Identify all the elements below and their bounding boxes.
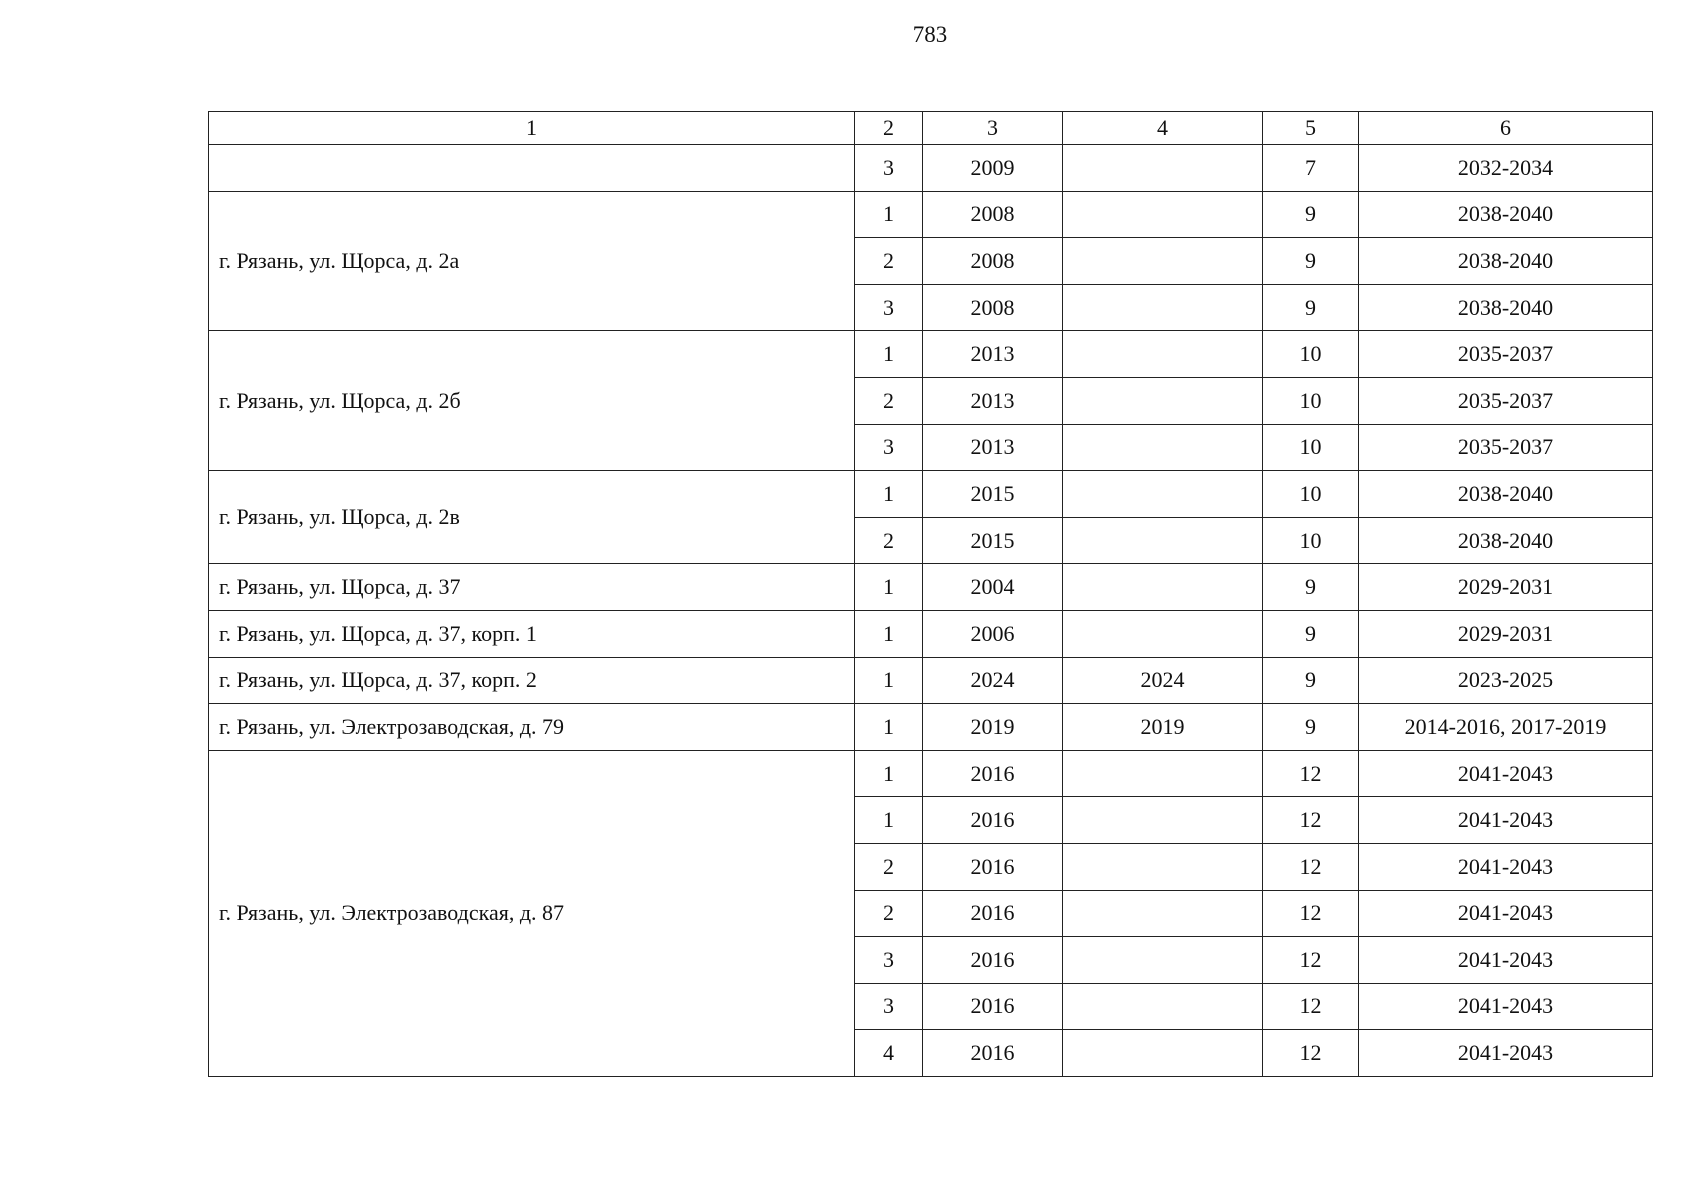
cell-c3: 2016 <box>923 890 1063 937</box>
cell-c3: 2013 <box>923 424 1063 471</box>
cell-c5: 10 <box>1263 377 1359 424</box>
address-cell: г. Рязань, ул. Щорса, д. 37 <box>209 564 855 611</box>
cell-c6: 2038-2040 <box>1359 471 1653 518</box>
cell-c2: 1 <box>855 610 923 657</box>
cell-c4 <box>1063 517 1263 564</box>
cell-c3: 2016 <box>923 797 1063 844</box>
cell-c2: 4 <box>855 1030 923 1077</box>
cell-c5: 12 <box>1263 843 1359 890</box>
cell-c5: 10 <box>1263 517 1359 564</box>
cell-c6: 2014-2016, 2017-2019 <box>1359 704 1653 751</box>
cell-c2: 2 <box>855 238 923 285</box>
table-body <box>209 112 1653 1077</box>
cell-c4 <box>1063 797 1263 844</box>
cell-c3: 2008 <box>923 238 1063 285</box>
address-cell: г. Рязань, ул. Электрозаводская, д. 87 <box>209 750 855 1076</box>
cell-c4 <box>1063 424 1263 471</box>
cell-c6: 2023-2025 <box>1359 657 1653 704</box>
cell-c2: 1 <box>855 331 923 378</box>
table-row <box>209 750 1653 797</box>
address-cell <box>209 145 855 192</box>
cell-c6: 2035-2037 <box>1359 331 1653 378</box>
cell-c2: 3 <box>855 424 923 471</box>
cell-c4 <box>1063 145 1263 192</box>
cell-c3: 2013 <box>923 377 1063 424</box>
cell-c3: 2016 <box>923 750 1063 797</box>
cell-c5: 12 <box>1263 1030 1359 1077</box>
cell-c5: 9 <box>1263 657 1359 704</box>
cell-c4 <box>1063 471 1263 518</box>
cell-c3: 2009 <box>923 145 1063 192</box>
cell-c6: 2038-2040 <box>1359 191 1653 238</box>
table-header-row <box>209 112 1653 145</box>
header-cell-3: 3 <box>923 112 1063 145</box>
cell-c4 <box>1063 564 1263 611</box>
cell-c4 <box>1063 890 1263 937</box>
cell-c5: 12 <box>1263 750 1359 797</box>
cell-c5: 9 <box>1263 284 1359 331</box>
cell-c6: 2041-2043 <box>1359 1030 1653 1077</box>
cell-c5: 9 <box>1263 564 1359 611</box>
cell-c5: 10 <box>1263 424 1359 471</box>
data-table <box>208 111 1653 1077</box>
cell-c3: 2013 <box>923 331 1063 378</box>
page-number: 783 <box>912 22 948 47</box>
cell-c5: 12 <box>1263 797 1359 844</box>
cell-c6: 2041-2043 <box>1359 843 1653 890</box>
cell-c2: 1 <box>855 471 923 518</box>
cell-c6: 2041-2043 <box>1359 983 1653 1030</box>
cell-c4 <box>1063 331 1263 378</box>
address-cell: г. Рязань, ул. Щорса, д. 37, корп. 1 <box>209 610 855 657</box>
table-row <box>209 191 1653 238</box>
cell-c2: 2 <box>855 890 923 937</box>
cell-c5: 7 <box>1263 145 1359 192</box>
cell-c2: 3 <box>855 145 923 192</box>
cell-c6: 2029-2031 <box>1359 610 1653 657</box>
cell-c3: 2016 <box>923 843 1063 890</box>
cell-c6: 2035-2037 <box>1359 377 1653 424</box>
cell-c5: 12 <box>1263 890 1359 937</box>
cell-c2: 1 <box>855 704 923 751</box>
address-cell: г. Рязань, ул. Щорса, д. 2а <box>209 191 855 331</box>
cell-c3: 2006 <box>923 610 1063 657</box>
cell-c5: 12 <box>1263 937 1359 984</box>
cell-c6: 2029-2031 <box>1359 564 1653 611</box>
header-cell-1: 1 <box>209 112 855 145</box>
cell-c3: 2024 <box>923 657 1063 704</box>
table-row <box>209 704 1653 751</box>
table-row <box>209 145 1653 192</box>
cell-c3: 2008 <box>923 191 1063 238</box>
table-row <box>209 471 1653 518</box>
cell-c4 <box>1063 937 1263 984</box>
cell-c5: 9 <box>1263 238 1359 285</box>
address-cell: г. Рязань, ул. Щорса, д. 2б <box>209 331 855 471</box>
address-cell: г. Рязань, ул. Электрозаводская, д. 79 <box>209 704 855 751</box>
cell-c5: 9 <box>1263 704 1359 751</box>
cell-c2: 2 <box>855 517 923 564</box>
cell-c6: 2041-2043 <box>1359 937 1653 984</box>
cell-c6: 2041-2043 <box>1359 890 1653 937</box>
header-cell-6: 6 <box>1359 112 1653 145</box>
cell-c5: 9 <box>1263 191 1359 238</box>
cell-c4 <box>1063 843 1263 890</box>
cell-c2: 2 <box>855 377 923 424</box>
cell-c2: 3 <box>855 983 923 1030</box>
header-cell-4: 4 <box>1063 112 1263 145</box>
cell-c6: 2041-2043 <box>1359 750 1653 797</box>
cell-c6: 2038-2040 <box>1359 238 1653 285</box>
cell-c3: 2015 <box>923 471 1063 518</box>
table-row <box>209 564 1653 611</box>
cell-c6: 2041-2043 <box>1359 797 1653 844</box>
cell-c3: 2004 <box>923 564 1063 611</box>
cell-c5: 9 <box>1263 610 1359 657</box>
cell-c2: 1 <box>855 564 923 611</box>
cell-c2: 1 <box>855 657 923 704</box>
header-cell-2: 2 <box>855 112 923 145</box>
header-cell-5: 5 <box>1263 112 1359 145</box>
cell-c2: 1 <box>855 797 923 844</box>
cell-c3: 2016 <box>923 1030 1063 1077</box>
cell-c4: 2019 <box>1063 704 1263 751</box>
table-row <box>209 657 1653 704</box>
cell-c4 <box>1063 284 1263 331</box>
table-row <box>209 610 1653 657</box>
cell-c3: 2016 <box>923 937 1063 984</box>
cell-c2: 2 <box>855 843 923 890</box>
cell-c2: 3 <box>855 284 923 331</box>
cell-c4 <box>1063 377 1263 424</box>
cell-c3: 2019 <box>923 704 1063 751</box>
cell-c4 <box>1063 610 1263 657</box>
cell-c4 <box>1063 191 1263 238</box>
cell-c2: 1 <box>855 750 923 797</box>
cell-c4: 2024 <box>1063 657 1263 704</box>
cell-c5: 12 <box>1263 983 1359 1030</box>
cell-c2: 3 <box>855 937 923 984</box>
cell-c3: 2016 <box>923 983 1063 1030</box>
cell-c3: 2015 <box>923 517 1063 564</box>
cell-c6: 2035-2037 <box>1359 424 1653 471</box>
cell-c6: 2038-2040 <box>1359 284 1653 331</box>
cell-c5: 10 <box>1263 471 1359 518</box>
cell-c4 <box>1063 238 1263 285</box>
cell-c4 <box>1063 983 1263 1030</box>
cell-c6: 2038-2040 <box>1359 517 1653 564</box>
cell-c6: 2032-2034 <box>1359 145 1653 192</box>
cell-c4 <box>1063 750 1263 797</box>
table-row <box>209 331 1653 378</box>
cell-c4 <box>1063 1030 1263 1077</box>
cell-c3: 2008 <box>923 284 1063 331</box>
cell-c5: 10 <box>1263 331 1359 378</box>
cell-c2: 1 <box>855 191 923 238</box>
address-cell: г. Рязань, ул. Щорса, д. 2в <box>209 471 855 564</box>
address-cell: г. Рязань, ул. Щорса, д. 37, корп. 2 <box>209 657 855 704</box>
